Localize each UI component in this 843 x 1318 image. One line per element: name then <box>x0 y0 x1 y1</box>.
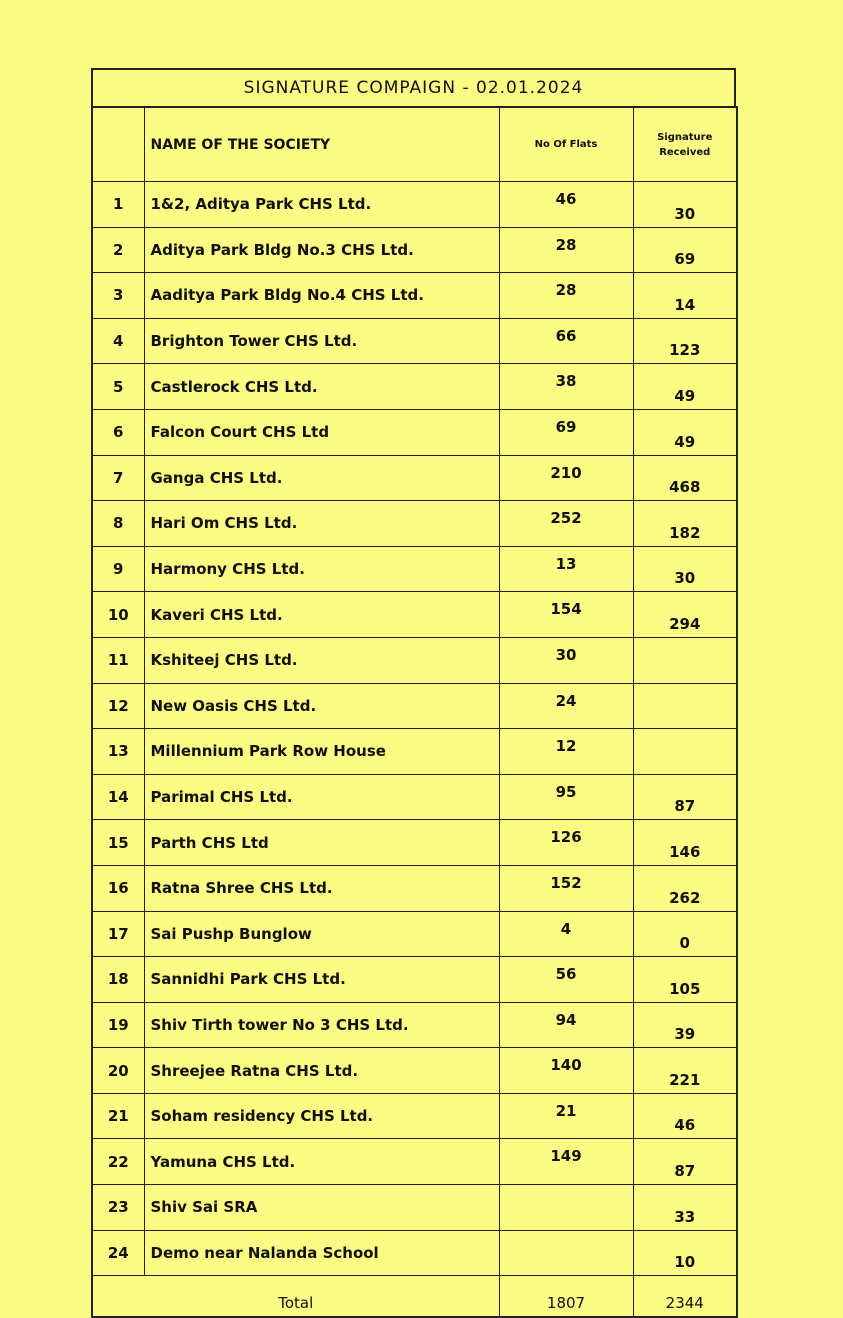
row-flats: 28 <box>499 227 633 273</box>
row-signatures: 30 <box>633 182 737 228</box>
row-signatures: 49 <box>633 364 737 410</box>
row-flats: 30 <box>499 637 633 683</box>
table-row <box>92 1002 737 1048</box>
table-row <box>92 865 737 911</box>
table-row <box>92 1048 737 1094</box>
row-flats: 13 <box>499 546 633 592</box>
row-flats: 126 <box>499 820 633 866</box>
row-serial: 8 <box>92 501 144 547</box>
row-society-name: Ratna Shree CHS Ltd. <box>144 865 499 911</box>
header-signatures-line1: Signature <box>657 131 713 143</box>
row-flats: 38 <box>499 364 633 410</box>
row-signatures: 105 <box>633 957 737 1003</box>
table-row <box>92 182 737 228</box>
table-row <box>92 318 737 364</box>
row-signatures: 39 <box>633 1002 737 1048</box>
row-serial: 17 <box>92 911 144 957</box>
row-flats: 24 <box>499 683 633 729</box>
row-flats: 210 <box>499 455 633 501</box>
row-signatures: 146 <box>633 820 737 866</box>
row-society-name: Ganga CHS Ltd. <box>144 455 499 501</box>
row-society-name: Sai Pushp Bunglow <box>144 911 499 957</box>
table-row <box>92 1093 737 1139</box>
row-flats: 95 <box>499 774 633 820</box>
row-serial: 23 <box>92 1185 144 1231</box>
table-row <box>92 546 737 592</box>
row-serial: 20 <box>92 1048 144 1094</box>
table-row <box>92 273 737 319</box>
row-society-name: Kshiteej CHS Ltd. <box>144 637 499 683</box>
row-signatures: 0 <box>633 911 737 957</box>
row-signatures <box>633 683 737 729</box>
row-serial: 13 <box>92 729 144 775</box>
row-flats: 66 <box>499 318 633 364</box>
row-society-name: Castlerock CHS Ltd. <box>144 364 499 410</box>
row-flats: 149 <box>499 1139 633 1185</box>
row-flats: 152 <box>499 865 633 911</box>
row-serial: 21 <box>92 1093 144 1139</box>
row-flats: 252 <box>499 501 633 547</box>
row-signatures: 14 <box>633 273 737 319</box>
row-society-name: Shreejee Ratna CHS Ltd. <box>144 1048 499 1094</box>
row-serial: 3 <box>92 273 144 319</box>
row-signatures: 69 <box>633 227 737 273</box>
row-society-name: Brighton Tower CHS Ltd. <box>144 318 499 364</box>
header-signatures <box>633 107 737 182</box>
table-body <box>92 182 737 1276</box>
row-society-name: Hari Om CHS Ltd. <box>144 501 499 547</box>
table-row <box>92 1185 737 1231</box>
row-serial: 6 <box>92 409 144 455</box>
row-serial: 16 <box>92 865 144 911</box>
table-row <box>92 911 737 957</box>
table-row <box>92 455 737 501</box>
row-signatures: 294 <box>633 592 737 638</box>
row-serial: 11 <box>92 637 144 683</box>
row-society-name: New Oasis CHS Ltd. <box>144 683 499 729</box>
table-row <box>92 501 737 547</box>
row-serial: 19 <box>92 1002 144 1048</box>
row-serial: 15 <box>92 820 144 866</box>
row-serial: 22 <box>92 1139 144 1185</box>
row-society-name: Parth CHS Ltd <box>144 820 499 866</box>
row-signatures: 468 <box>633 455 737 501</box>
row-signatures: 262 <box>633 865 737 911</box>
row-flats <box>499 1185 633 1231</box>
total-row <box>92 1276 737 1318</box>
row-society-name: 1&2, Aditya Park CHS Ltd. <box>144 182 499 228</box>
row-serial: 12 <box>92 683 144 729</box>
row-signatures: 182 <box>633 501 737 547</box>
table-row <box>92 729 737 775</box>
row-society-name: Harmony CHS Ltd. <box>144 546 499 592</box>
row-serial: 14 <box>92 774 144 820</box>
row-flats: 69 <box>499 409 633 455</box>
table-title: SIGNATURE COMPAIGN - 02.01.2024 <box>91 68 736 106</box>
row-flats: 28 <box>499 273 633 319</box>
row-society-name: Aaditya Park Bldg No.4 CHS Ltd. <box>144 273 499 319</box>
row-signatures: 10 <box>633 1230 737 1276</box>
row-signatures: 123 <box>633 318 737 364</box>
header-flats: No Of Flats <box>499 107 633 182</box>
table-row <box>92 957 737 1003</box>
row-society-name: Shiv Sai SRA <box>144 1185 499 1231</box>
row-signatures: 30 <box>633 546 737 592</box>
table-row <box>92 409 737 455</box>
row-flats: 140 <box>499 1048 633 1094</box>
row-flats <box>499 1230 633 1276</box>
row-serial: 4 <box>92 318 144 364</box>
table-row <box>92 637 737 683</box>
table-row <box>92 820 737 866</box>
row-signatures: 221 <box>633 1048 737 1094</box>
row-society-name: Parimal CHS Ltd. <box>144 774 499 820</box>
table-row <box>92 774 737 820</box>
total-label: Total <box>92 1276 499 1318</box>
row-serial: 24 <box>92 1230 144 1276</box>
row-serial: 2 <box>92 227 144 273</box>
header-serial <box>92 107 144 182</box>
table-row <box>92 364 737 410</box>
row-serial: 9 <box>92 546 144 592</box>
row-signatures: 87 <box>633 1139 737 1185</box>
row-serial: 7 <box>92 455 144 501</box>
row-signatures <box>633 637 737 683</box>
row-serial: 5 <box>92 364 144 410</box>
row-signatures: 49 <box>633 409 737 455</box>
row-flats: 154 <box>499 592 633 638</box>
header-society-name: NAME OF THE SOCIETY <box>144 107 499 182</box>
header-signatures-line2: Received <box>659 146 711 158</box>
row-signatures <box>633 729 737 775</box>
row-flats: 21 <box>499 1093 633 1139</box>
signature-table <box>91 106 738 1318</box>
row-society-name: Shiv Tirth tower No 3 CHS Ltd. <box>144 1002 499 1048</box>
row-serial: 10 <box>92 592 144 638</box>
header-row <box>92 107 737 182</box>
row-flats: 4 <box>499 911 633 957</box>
row-society-name: Sannidhi Park CHS Ltd. <box>144 957 499 1003</box>
row-serial: 1 <box>92 182 144 228</box>
row-signatures: 46 <box>633 1093 737 1139</box>
total-signatures: 2344 <box>633 1276 737 1318</box>
row-flats: 94 <box>499 1002 633 1048</box>
row-society-name: Millennium Park Row House <box>144 729 499 775</box>
row-serial: 18 <box>92 957 144 1003</box>
row-flats: 46 <box>499 182 633 228</box>
row-signatures: 87 <box>633 774 737 820</box>
row-society-name: Aditya Park Bldg No.3 CHS Ltd. <box>144 227 499 273</box>
table-row <box>92 592 737 638</box>
table-row <box>92 683 737 729</box>
row-society-name: Soham residency CHS Ltd. <box>144 1093 499 1139</box>
row-society-name: Falcon Court CHS Ltd <box>144 409 499 455</box>
document-sheet <box>91 68 736 1318</box>
row-society-name: Demo near Nalanda School <box>144 1230 499 1276</box>
row-flats: 12 <box>499 729 633 775</box>
table-row <box>92 227 737 273</box>
row-society-name: Kaveri CHS Ltd. <box>144 592 499 638</box>
table-row <box>92 1139 737 1185</box>
table-row <box>92 1230 737 1276</box>
total-flats: 1807 <box>499 1276 633 1318</box>
row-society-name: Yamuna CHS Ltd. <box>144 1139 499 1185</box>
row-signatures: 33 <box>633 1185 737 1231</box>
row-flats: 56 <box>499 957 633 1003</box>
